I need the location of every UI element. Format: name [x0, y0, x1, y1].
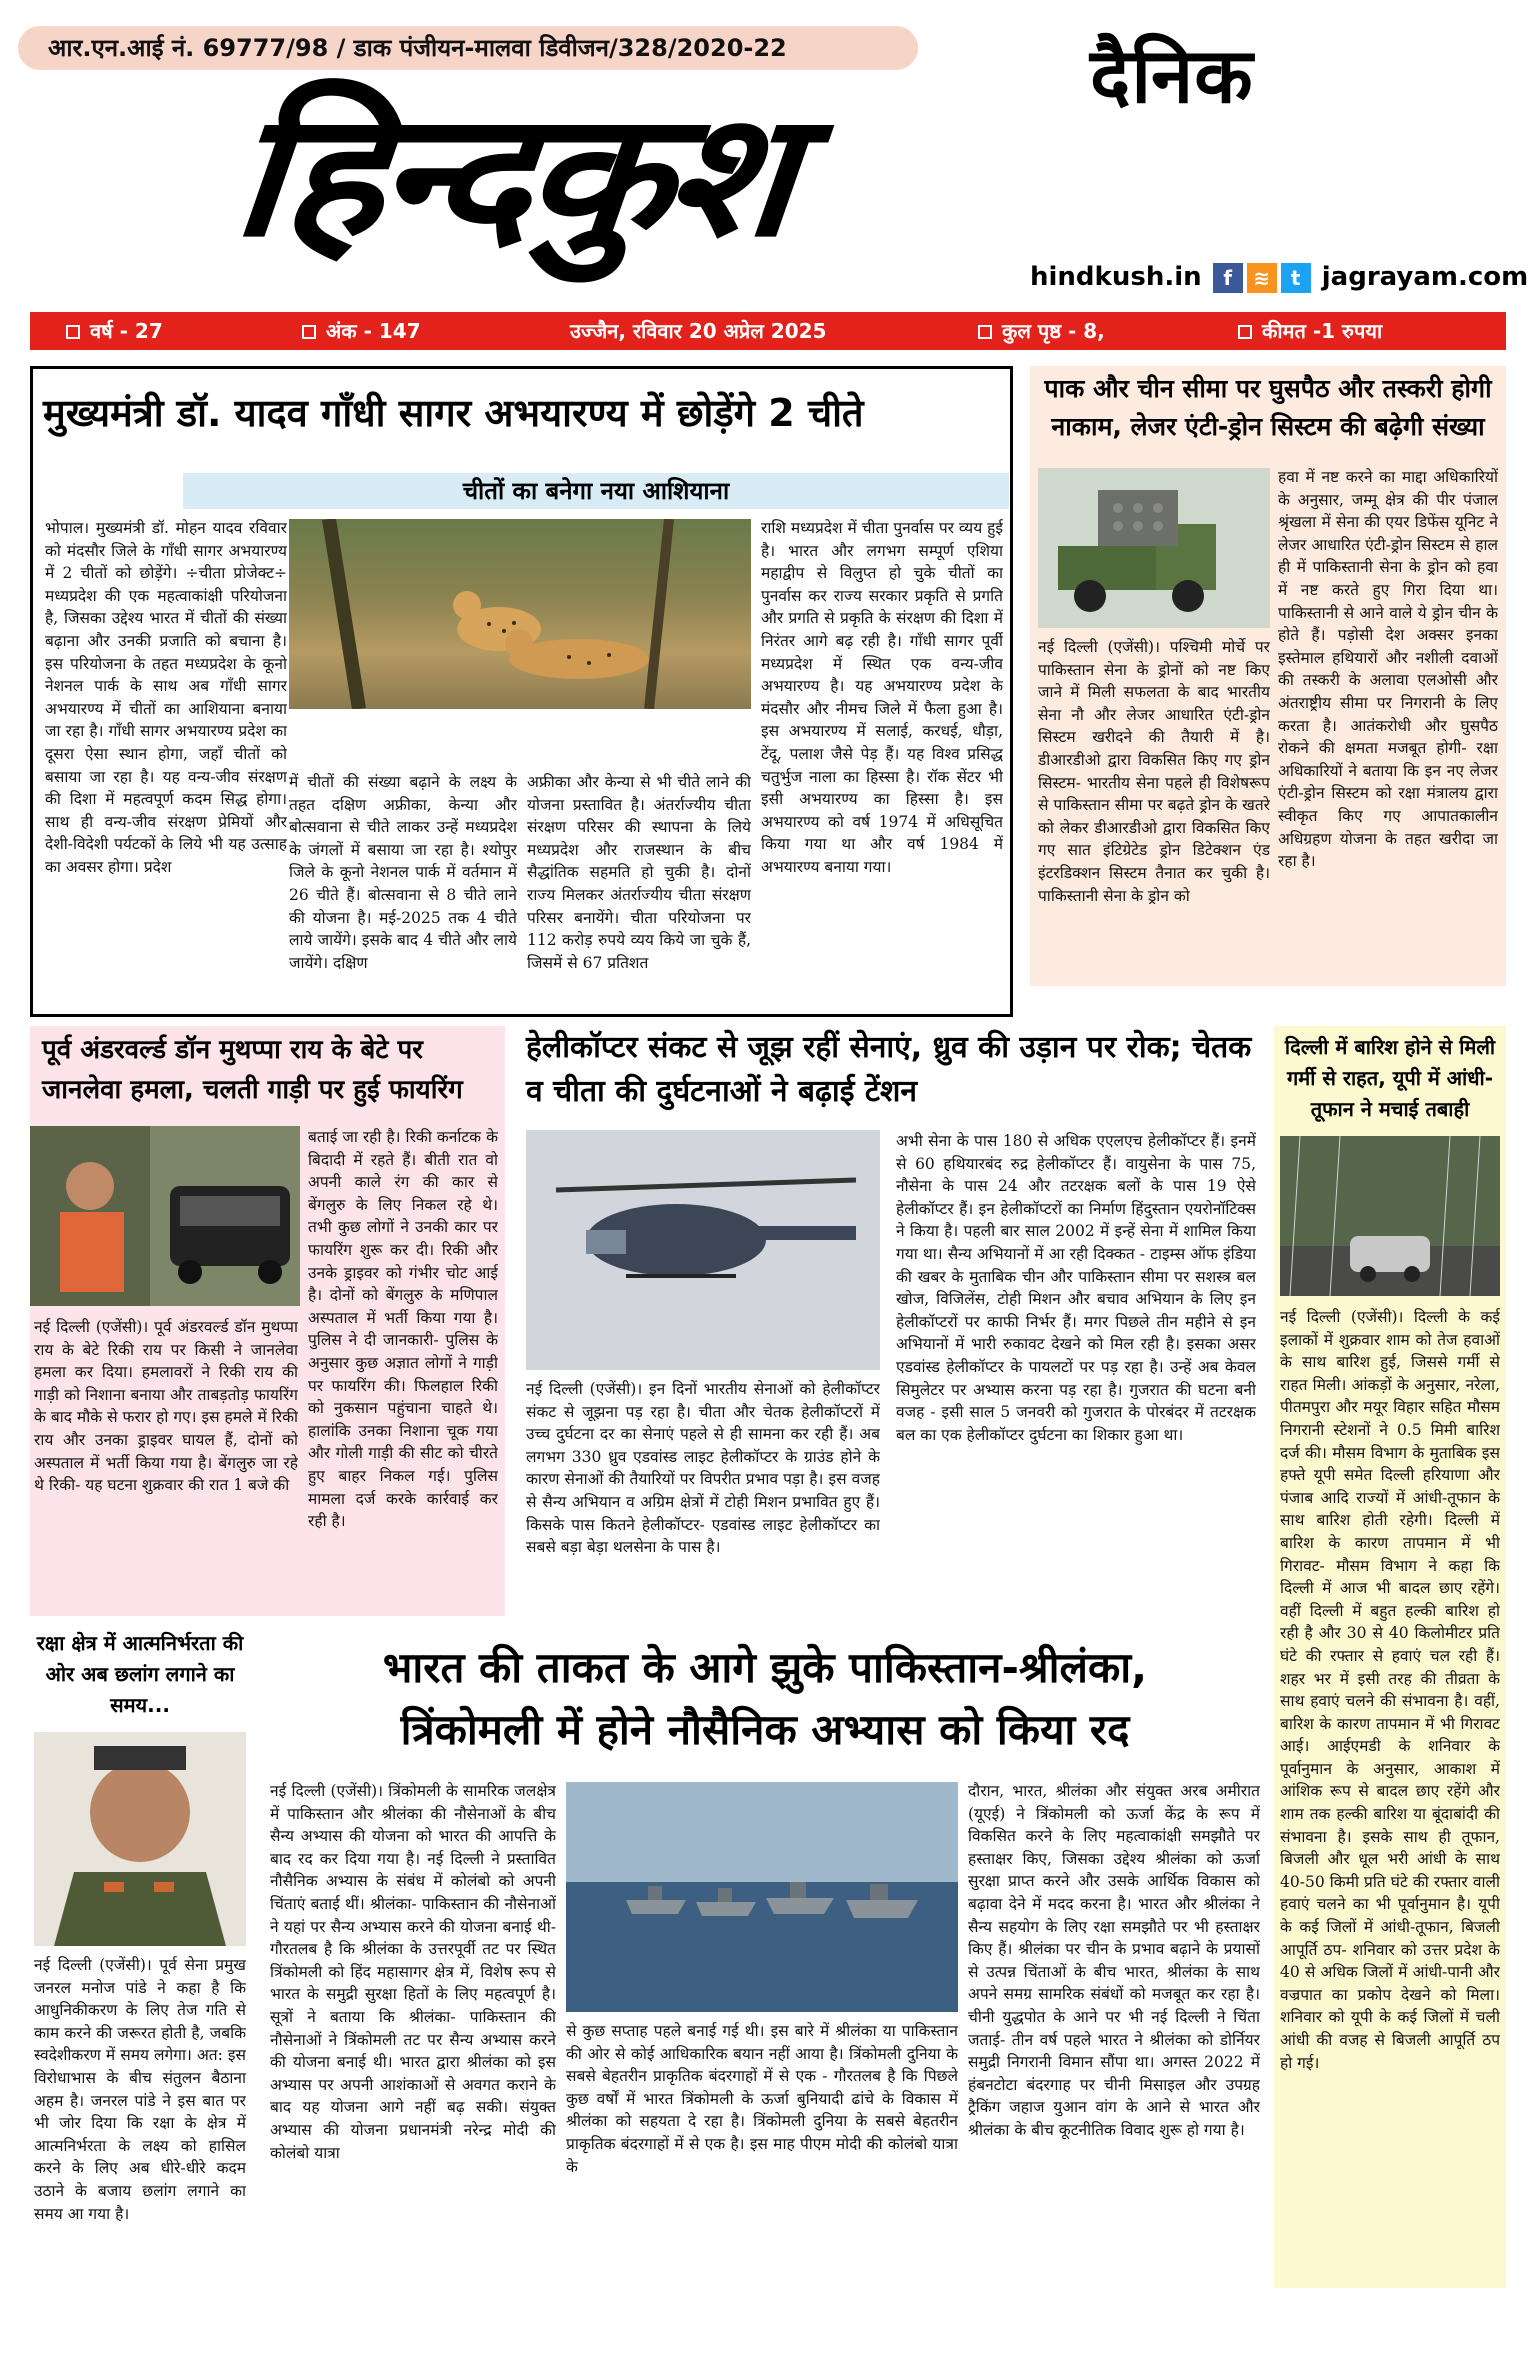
pak-column-1: नई दिल्ली (एजेंसी)। पश्चिमी मोर्चे पर पाकिस्तान सेना के ड्रोनों को नष्ट किए जाने में मिली सफलता के बाद भारतीय सेना नौ और लेजर आधारित एंटी-ड्रोन सिस्टम खरीदने की तैयारी में है। डीआरडीओ द्वारा विकसित किए गए ड्रोन सिस्टम- भारतीय सेना पहले ही विशेषरूप से पाकिस्तान सीमा पर बढ़ते ड्रोन के खतरे को लेकर डीआरडीओ द्वारा विकसित किए गए सात इंटिग्रेटेड ड्रोन डिटेक्शन एंड इंटरडिक्शन सिस्टम तैनात कर चुकी है। पाकिस्तानी सेना के ड्रोन को: [1038, 638, 1270, 905]
defence-body: नई दिल्ली (एजेंसी)। पूर्व सेना प्रमुख जनरल मनोज पांडे ने कहा है कि आधुनिकीकरण के लिए तेज गति से काम करने की जरूरत होती है, जबकि स्वदेशीकरण में समय लगेगा। अत: इस विरोधाभास के बीच संतुलन बैठाना अहम है। जनरल पांडे ने इस बात पर भी जोर दिया कि रक्षा के क्षेत्र में आत्मनिर्भरता के लक्ष्य को हासिल करने के लिए अब धीरे-धीरे कदम उठाने के बजाय छलांग लगाने का समय आ गया है।: [34, 1956, 246, 2223]
defence-story: [30, 1628, 250, 2288]
heli-column-1: नई दिल्ली (एजेंसी)। इन दिनों भारतीय सेनाओं को हेलीकॉप्टर संकट से जूझना पड़ रहा है। चीता और चेतक हेलीकॉप्टरों में उच्च दुर्घटना दर का सेनाएं पहले से ही सामना कर रही हैं। अब लगभग 330 ध्रुव एडवांस्ड लाइट हेलीकॉप्टर के ग्राउंड होने के कारण सेनाओं की तैयारियों पर विपरीत प्रभाव पड़ा है। इस वजह से सैन्य अभियान व अग्रिम क्षेत्रों में टोही मिशन प्रभावित हुए हैं। किसके पास कितने हेलीकॉप्टर- एडवांस्ड लाइट हेलीकॉप्टर का सबसे बड़ा बेड़ा थलसेना के पास है।: [526, 1380, 880, 1557]
masthead-tagline: दैनिक: [1090, 31, 1254, 120]
lanka-column-3: दौरान, भारत, श्रीलंका और संयुक्त अरब अमीरात (यूएई) ने त्रिंकोमली को ऊर्जा केंद्र के रूप में विकसित करने के लिए महत्वाकांक्षी समझौते पर हस्ताक्षर किए, जिसका उद्देश्य श्रीलंका को ऊर्जा सुरक्षा प्राप्त करने और उसके आर्थिक विकास को बढ़ावा देने में मदद करना है। भारत और श्रीलंका ने सैन्य सहयोग के लिए रक्षा समझौते पर भी हस्ताक्षर किए हैं। श्रीलंका पर चीन के प्रभाव बढ़ाने के प्रयासों से उत्पन्न चिंताओं के बीच भारत, श्रीलंका के साथ अपने समग्र सामरिक संबंधों को मजबूत कर रहा है। चीनी युद्धपोत के आने पर भी नई दिल्ली ने चिंता जताई- तीन वर्ष पहले भारत ने श्रीलंका को डोर्नियर समुद्री निगरानी विमान सौंपा था। अगस्त 2022 में हंबनटोटा बंदरगाह पर चीनी मिसाइल और उपग्रह ट्रैकिंग जहाज युआन वांग के आने से भारत और श्रीलंका के बीच कूटनीतिक विवाद शुरू हो गया है।: [968, 1782, 1260, 2139]
lanka-column-1: नई दिल्ली (एजेंसी)। त्रिंकोमली के सामरिक जलक्षेत्र में पाकिस्तान और श्रीलंका की नौसेनाओं के बीच सैन्य अभ्यास की योजना को भारत की आपत्ति के बाद रद कर दिया गया है। नई दिल्ली ने प्रस्तावित नौसैनिक अभ्यास के संबंध में कोलंबो को अपनी चिंताएं बताई थीं। श्रीलंका- पाकिस्तान की नौसेनाओं ने यहां पर सैन्य अभ्यास करने की योजना बनाई थी- गौरतलब है कि श्रीलंका के उत्तरपूर्वी तट पर स्थित त्रिंकोमली को हिंद महासागर क्षेत्र में, विशेष रूप से भारत के समुद्री सुरक्षा हितों के लिए महत्वपूर्ण है। सूत्रों ने बताया कि श्रीलंका- पाकिस्तान की नौसेनाओं ने त्रिंकोमली तट पर सैन्य अभ्यास करने की योजना बनाई थी। भारत द्वारा श्रीलंका को इस अभ्यास पर अपनी आशंकाओं से अवगत कराने के बाद यह योजना आगे नहीं बढ़ सकी। संयुक्त अभ्यास की योजना प्रधानमंत्री नरेन्द्र मोदी की कोलंबो यात्रा: [270, 1782, 556, 2162]
site-link-jagrayam[interactable]: jagrayam.com: [1321, 262, 1529, 292]
rss-icon[interactable]: ≋: [1247, 263, 1277, 293]
lead-column-4: राशि मध्यप्रदेश में चीता पुनर्वास पर व्यय हुई है। भारत और लगभग सम्पूर्ण एशिया महाद्वीप से विलुप्त हो चुके चीतों का पुनर्वास कर राज्य सरकार प्रकृति से प्रगति और प्रगति से प्रकृति के संरक्षण की दिशा में निरंतर आगे बढ़ रही है। गाँधी सागर पूर्वी मध्यप्रदेश में स्थित एक वन्य-जीव अभयारण्य है। यह अभयारण्य प्रदेश के मंदसौर और नीमच जिले में फैला हुआ है। इस अभयारण्य में सलाई, करधई, धौड़ा, टेंदू, पलाश जैसे पेड़ हैं। यह विश्व प्रसिद्ध चतुर्भुज नाला का हिस्सा है। रॉक सेंटर भी इसी अभयारण्य का हिस्सा है। इस अभयारण्य को वर्ष 1974 में अधिसूचित किया गया था और वर्ष 1984 में अभयारण्य बनाया गया।: [761, 519, 1003, 876]
heli-column-2: अभी सेना के पास 180 से अधिक एएलएच हेलीकॉप्टर हैं। इनमें से 60 हथियारबंद रुद्र हेलीकॉप्टर हैं। वायुसेना के पास 75, नौसेना के पास 24 और तटरक्षक बलों के पास 19 ऐसे हेलीकॉप्टर हैं। इन हेलीकॉप्टरों का निर्माण हिंदुस्तान एयरोनॉटिक्स ने किया है। पहली बार साल 2002 में इन्हें सेना में शामिल किया गया था। सैन्य अभियानों में आ रही दिक्कत - टाइम्स ऑफ इंडिया की खबर के मुताबिक चीन और पाकिस्तान सीमा पर सशस्त्र बल खोज, विजिलेंस, टोही मिशन और बचाव अभियान के लिए इन हेलीकॉप्टरों पर काफी निर्भर हैं। मगर पिछले तीन महीने से इन अभियानों में भारी रुकावट देखने को मिल रही है। इसका असर एडवांस्ड हेलीकॉप्टर के पायलटों पर पड़ रहा है। उन्हें अब केवल सिमुलेटर पर अभ्यास करना पड़ रहा है। गुजरात की घटना बनी वजह - इसी साल 5 जनवरी को गुजरात के पोरबंदर में तटरक्षक बल का एक हेलीकॉप्टर दुर्घटना का शिकार हुआ था।: [896, 1132, 1256, 1444]
lead-story: [30, 366, 1013, 1017]
info-price: [1238, 312, 1382, 350]
info-year-text: वर्ष - 27: [90, 319, 163, 343]
info-issue: [302, 312, 421, 350]
lead-headline: मुख्यमंत्री डॉ. यादव गाँधी सागर अभयारण्य में छोड़ेंगे 2 चीते: [43, 391, 864, 435]
info-bar: [30, 312, 1506, 350]
helicopter-illustration: [526, 1130, 880, 1370]
info-issue-text: अंक - 147: [326, 319, 421, 343]
heli-headline: हेलीकॉप्टर संकट से जूझ रहीं सेनाएं, ध्रुव की उड़ान पर रोक; चेतक व चीता की दुर्घटनाओं ने बढ़ाई टेंशन: [526, 1030, 1252, 1109]
lanka-column-2: से कुछ सप्ताह पहले बनाई गई थी। इस बारे में श्रीलंका या पाकिस्तान की ओर से कोई आधिकारिक बयान नहीं आया है। त्रिंकोमली दुनिया के सबसे बेहतरीन प्राकृतिक बंदरगाहों में से एक - गौरतलब है कि पिछले कुछ वर्षों में भारत त्रिंकोमली के ऊर्जा बुनियादी ढांचे के विकास में श्रीलंका को सहयता दे रहा है। त्रिंकोमली दुनिया के सबसे बेहतरीन प्राकृतिक बंदरगाहों में से एक है। इस माह पीएम मोदी की कोलंबो यात्रा के: [566, 2022, 958, 2176]
masthead-title: हिन्दकुश: [227, 75, 796, 275]
lanka-story: [270, 1628, 1260, 2288]
underworld-story: [30, 1026, 505, 1616]
truck-illustration: [1038, 468, 1270, 628]
web-links: [1030, 262, 1528, 293]
info-dateline: उज्जैन, रविवार 20 अप्रेल 2025: [570, 319, 827, 343]
facebook-icon[interactable]: f: [1213, 263, 1243, 293]
helicopter-photo: [526, 1130, 880, 1370]
shooting-photo: [30, 1126, 300, 1306]
helicopter-story: [526, 1026, 1256, 1616]
info-year: [66, 312, 163, 350]
anr-headline: पूर्व अंडरवर्ल्ड डॉन मुथप्पा राय के बेटे पर जानलेवा हमला, चलती गाड़ी पर हुई फायरिंग: [42, 1035, 463, 1105]
general-illustration: [34, 1732, 246, 1946]
rain-illustration: [1280, 1136, 1500, 1296]
pak-headline: पाक और चीन सीमा पर घुसपैठ और तस्करी होगी नाकाम, लेजर एंटी-ड्रोन सिस्टम की बढ़ेगी संख्या: [1044, 374, 1492, 441]
lead-column-2: में चीतों की संख्या बढ़ाने के लक्ष्य के तहत दक्षिण अफ्रीका, केन्या और बोत्सवाना से चीते लाकर उन्हें मध्यप्रदेश के जंगलों में बसाया जा रहा है। श्योपुर जिले के कूनो नेशनल पार्क में वर्तमान में 26 चीते हैं। बोत्सवाना से 8 चीते लाने की योजना है। मई-2025 तक 4 चीते लाये जायेंगे। इसके बाद 4 चीते और लाये जायेंगे। दक्षिण: [289, 773, 517, 972]
warships-illustration: [566, 1782, 958, 2012]
general-photo: [34, 1732, 246, 1946]
warships-photo: [566, 1782, 958, 2012]
info-price-text: कीमत -1 रुपया: [1262, 319, 1383, 343]
lanka-headline-line1: भारत की ताकत के आगे झुके पाकिस्तान-श्रीलंका,: [382, 1643, 1148, 1692]
anr-column-right: बताई जा रही है। रिकी कर्नाटक के बिदादी में रहते हैं। बीती रात वो अपनी काले रंग की कार से बेंगलुरु के लिए निकल रहे थे। तभी कुछ लोगों ने उनकी कार पर फायरिंग शुरू कर दी। रिकी और उनके ड्राइवर को गंभीर चोट आई है। दोनों को बेंगलुरु के मणिपाल अस्पताल में भर्ती किया गया है। पुलिस ने दी जानकारी- पुलिस के अनुसार कुछ अज्ञात लोगों ने गाड़ी पर फायरिंग की। फिलहाल रिकी को नुकसान पहुंचाना चाहते थे। हालांकि उनका निशाना चूक गया और गोली गाड़ी की सीट को चीरते हुए बाहर निकल गई। पुलिस मामला दर्ज करके कार्रवाई कर रही है।: [308, 1128, 498, 1531]
lead-column-3: अफ्रीका और केन्या से भी चीते लाने की योजना प्रस्तावित है। अंतर्राज्यीय चीता संरक्षण परिसर की स्थापना के लिये मध्यप्रदेश और राजस्थान के बीच सैद्धांतिक सहमति हो चुकी है। दोनों राज्य मिलकर अंतर्राज्यीय चीता संरक्षण परिसर बनायेंगे। चीता परियोजना पर 112 करोड़ रुपये व्यय किये जा चुके हैं, जिसमें से 67 प्रतिशत: [527, 773, 751, 972]
registration-banner: आर.एन.आई नं. 69777/98 / डाक पंजीयन-मालवा डिवीजन/328/2020-22: [18, 26, 918, 70]
rain-body: नई दिल्ली (एजेंसी)। दिल्ली के कई इलाकों में शुक्रवार शाम को तेज हवाओं के साथ बारिश हुई, जिससे गर्मी से राहत मिली। आंकड़ों के अनुसार, नरेला, पीतमपुरा और मयूर विहार सहित मौसम निगरानी स्टेशनों ने 0.5 मिमी बारिश दर्ज की। मौसम विभाग के मुताबिक इस हफ्ते यूपी समेत दिल्ली हरियाणा और पंजाब आदि राज्यों में आंधी-तूफान के साथ बारिश होती रहेगी। दिल्ली में बारिश के कारण तापमान में भी गिरावट- मौसम विभाग ने कहा कि दिल्ली में आज भी बादल छाए रहेंगे। वहीं दिल्ली में बहुत हल्की बारिश हो रही है और 30 से 40 किलोमीटर प्रति घंटे की रफ्तार से हवाएं चल रही हैं। शहर भर में इसी तरह की तीव्रता के साथ हवाएं चलने की संभावना है। वहीं, बारिश के कारण तापमान में भी गिरावट आई। आईएमडी के शनिवार के पूर्वानुमान के अनुसार, आकाश में आंशिक रूप से बादल छाए रहेंगे और शाम तक हल्की बारिश या बूंदाबांदी की संभावना है। इसके साथ ही तूफान, बिजली और धूल भरी आंधी के साथ 40-50 किमी प्रति घंटे की रफ्तार वाली हवाएं चलने का भी पूर्वानुमान है। यूपी के कई जिलों में आंधी-तूफान, बिजली आपूर्ति ठप- शनिवार को उत्तर प्रदेश के 40 से अधिक जिलों में आंधी-पानी और वज्रपात का प्रकोप देखने को मिला। शनिवार को यूपी के कई जिलों में चली आंधी की वजह से बिजली आपूर्ति ठप हो गई।: [1280, 1308, 1500, 2072]
laser-system-photo: [1038, 468, 1270, 628]
lanka-headline-line2: त्रिंकोमली में होने नौसैनिक अभ्यास को किया रद: [400, 1705, 1130, 1754]
info-pages-text: कुल पृष्ठ - 8,: [1002, 319, 1105, 343]
rain-photo: [1280, 1136, 1500, 1296]
site-link-hindkush[interactable]: hindkush.in: [1030, 262, 1202, 292]
car-illustration: [30, 1126, 300, 1306]
lead-subhead: चीतों का बनेगा नया आशियाना: [183, 473, 1009, 509]
pak-column-2: हवा में नष्ट करने का माद्दा अधिकारियों के अनुसार, जम्मू क्षेत्र की पीर पंजाल श्रृंखला में सेना की एयर डिफेंस यूनिट ने लेजर आधारित एंटी-ड्रोन सिस्टम से हाल ही में पाकिस्तानी सेना के ड्रोन को हवा में नष्ट करते हुए गिरा दिया था। पाकिस्तानी से आने वाले ये ड्रोन चीन के होते हैं। पड़ोसी देश अक्सर इनका इस्तेमाल हथियारों और नशीली दवाओं की तस्करी के अलावा एलओसी और अंतराष्ट्रीय सीमा पर निगरानी के लिए करता है। आतंकरोधी और घुसपैठ रोकने की क्षमता मजबूत होगी- रक्षा अधिकारियों ने बताया कि इन नए लेजर एंटी-ड्रोन सिस्टम को रक्षा मंत्रालय द्वारा स्वीकृत किए गए आपातकालीन अधिग्रहण योजना के तहत खरीदा जा रहा है।: [1278, 468, 1498, 871]
pak-china-story: [1030, 366, 1506, 986]
rain-story: [1274, 1026, 1506, 2288]
cheetah-photo: [289, 519, 751, 709]
cheetah-illustration: [289, 519, 751, 709]
lead-column-1: भोपाल। मुख्यमंत्री डॉ. मोहन यादव रविवार को मंदसौर जिले के गाँधी सागर अभयारण्य में 2 चीतों को छोड़ेंगे। ÷चीता प्रोजेक्ट÷ मध्यप्रदेश की एक महत्वाकांक्षी परियोजना है, जिसका उद्देश्य भारत में चीतों की संख्या बढ़ाना और उनकी प्रजाति को बचाना है। इस परियोजना के तहत मध्यप्रदेश के कूनो नेशनल पार्क के साथ अब गाँधी सागर अभयारण्य में चीतों का आशियाना बनाया जा रहा है। गाँधी सागर अभयारण्य प्रदेश का दूसरा ऐसा स्थान होगा, जहाँ चीतों को बसाया जा रहा है। यह वन्य-जीव संरक्षण की दिशा में महत्वपूर्ण कदम सिद्ध होगा। साथ ही वन्य-जीव संरक्षण प्रेमियों और देशी-विदेशी पर्यटकों के लिये भी यह उत्साह का अवसर होगा। प्रदेश: [45, 519, 287, 876]
twitter-icon[interactable]: t: [1281, 263, 1311, 293]
anr-column-left: नई दिल्ली (एजेंसी)। पूर्व अंडरवर्ल्ड डॉन मुथप्पा राय के बेटे रिकी राय पर किसी ने जानलेवा हमला कर दिया। हमलावरों ने रिकी राय की गाड़ी को निशाना बनाया और ताबड़तोड़ फायरिंग के बाद मौके से फरार हो गए। इस हमले में रिकी राय और उनका ड्राइवर घायल हैं, दोनों को अस्पताल में भर्ती किया गया है। बेंगलुरु जा रहे थे रिकी- यह घटना शुक्रवार की रात 1 बजे की: [34, 1318, 298, 1495]
defence-headline: रक्षा क्षेत्र में आत्मनिर्भरता की ओर अब छलांग लगाने का समय...: [36, 1631, 244, 1717]
rain-headline: दिल्ली में बारिश होने से मिली गर्मी से राहत, यूपी में आंधी-तूफान ने मचाई तबाही: [1284, 1035, 1496, 1121]
info-pages: [978, 312, 1105, 350]
